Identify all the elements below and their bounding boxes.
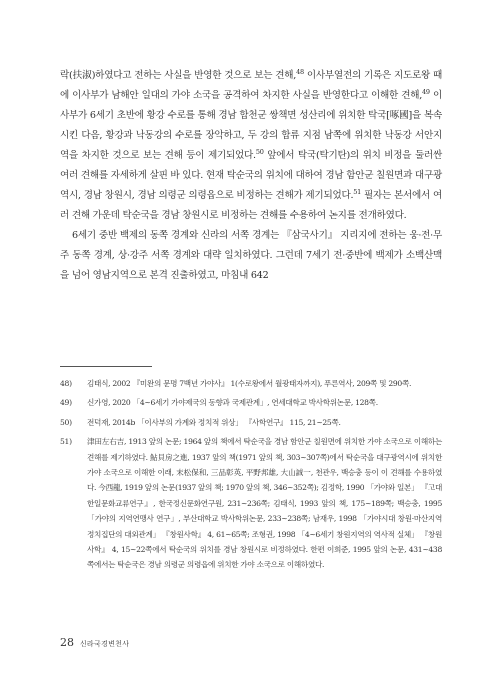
footnote-50: [60, 415, 442, 430]
page-footer: [60, 636, 129, 649]
footnote-ref-51[interactable]: 51: [353, 187, 362, 196]
footnote-number: 50): [60, 417, 72, 427]
footnote-text: 김태식, 2002 『미완의 문명 7백년 가야사』 1(수로왕에서 월광태자까지), 푸른역사, 209쪽 및 290쪽.: [87, 379, 412, 388]
text-run: 앞에서 탁국(탁기탄)의 위치 비정을 둘러싼 여러 견해를 자세하게 살핀 바 있다. 현재 탁순국의 위치에 대하여 경남 함안군 칠원면과 대구광역시, 경남 창원시, 경남 의령군 의령읍으로 비정하는 견해가 제기되었다.: [60, 150, 442, 201]
paragraph-1: [60, 66, 442, 226]
main-text: [60, 66, 442, 286]
footnote-ref-48[interactable]: 48: [296, 67, 304, 76]
footnote-number: 48): [60, 379, 72, 388]
text-run: 이사부열전의 기록은 지도로왕 때에 이사부가 남해안 일대의 가야 소국을 공격하여 차지한 사실을 반영한다고 이해한 견해,: [60, 70, 443, 101]
page-number: 28: [60, 636, 74, 649]
footnote-49: [60, 395, 442, 410]
footnote-divider: [60, 366, 152, 367]
text-run: 필자는 본서에서 여러 견해 가운데 탁순국을 경남 창원시로 비정하는 견해를 수용하여 논지를 전개하였다.: [60, 190, 442, 221]
footnote-number: 51): [60, 437, 72, 447]
text-run: 락(扶淑)하였다고 전하는 사실을 반영한 것으로 보는 견해,: [60, 70, 297, 81]
footnote-text: 津田左右吉, 1913 앞의 논문; 1964 앞의 책에서 탁순국을 경남 함안군 칠원면에 위치한 가야 소국으로 이해하는 견해를 제기하였다. 鮎貝房之進, 1937 앞의 책(1971 앞의 책, 303~307쪽)에서 탁순국을 대구광역시에 위치한 가야 소국으로 이해한 이래, 末松保和, 三品彰英, 平野邦雄, 大山誠一, 천관우, 백승충 등이 이 견해를 수용하였다. 今西龍, 1919 앞의 논문(1937 앞의 책; 1970 앞의 책, 346~352쪽); 김정학, 1990 「가야와 일본」 『고대한일문화교류연구』, 한국정신문화연구원, 231~236쪽; 김태식, 1993 앞의 책, 175~189쪽; 백승충, 1995 「가야의 지역연맹사 연구」, 부산대학교 박사학위논문, 233~238쪽; 남재우, 1998 「가야시대 창원·마산지역 정치집단의 대외관계」 『창원사학』 4, 61~65쪽; 조형권, 1998 「4~6세기 창원지역의 역사적 실체」 『창원사학』 4, 15~22쪽에서 탁순국의 위치를 경남 창원시로 비정하였다. 한편 이희준, 1995 앞의 논문, 431~438쪽에서는 탁순국은 경남 의령군 의령읍에 위치한 가야 소국으로 이해하였다.: [87, 437, 442, 570]
footnote-ref-49[interactable]: 49: [422, 87, 430, 96]
footnote-text: 전덕재, 2014b 「이사부의 가계와 정치적 위상」 『사학연구』 115, 21~25쪽.: [87, 417, 341, 427]
text-run: 이사부가 6세기 초반에 황강 수로를 통해 경남 합천군 쌍책면 성산리에 위치한 탁국[啄國]을 복속시킨 다음, 황강과 낙동강의 수로를 장악하고, 두 강의 합류 지점 남쪽에 위치한 낙동강 서안지역을 차지한 것으로 보는 견해 등이 제기되었다.: [60, 90, 442, 161]
footnote-48: [60, 376, 442, 391]
footnote-text: 신가영, 2020 「4~6세기 가야제국의 동향과 국제관계」, 연세대학교 박사학위논문, 128쪽.: [87, 398, 378, 408]
footnotes: [60, 376, 442, 577]
footnote-number: 49): [60, 398, 72, 408]
footnote-51: [60, 434, 442, 573]
paragraph-2: 6세기 중반 백제의 동쪽 경계와 신라의 서쪽 경계는 『삼국사기』 지리지에 전하는 웅·전·무주 동쪽 경계, 상·강주 서쪽 경계와 대략 일치하였다. 그런데 7세기 전·중반에 백제가 소백산맥을 넘어 영남지역으로 본격 진출하였고, 마침내 642: [60, 230, 442, 281]
footnote-ref-50[interactable]: 50: [255, 147, 264, 156]
running-title: 신라국경변천사: [79, 640, 130, 648]
